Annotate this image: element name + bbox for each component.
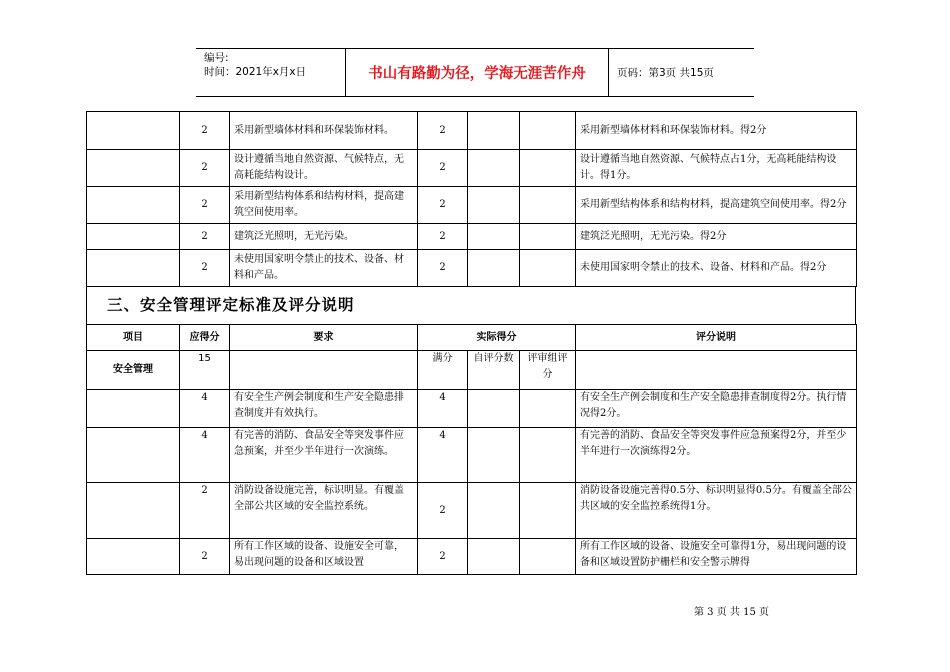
requirement-cell: 采用新型墙体材料和环保装饰材料。 xyxy=(230,112,418,150)
header-score: 应得分 xyxy=(180,325,230,351)
time-label: 时间：2021年x月x日 xyxy=(204,66,307,78)
requirement-cell: 所有工作区域的设备、设施安全可靠，易出现问题的设备和区域设置 xyxy=(230,539,418,575)
note-cell: 有安全生产例会制度和生产安全隐患排查制度得2分。执行情况得2分。 xyxy=(576,390,857,428)
note-cell: 采用新型结构体系和结构材料，提高建筑空间使用率。得2分 xyxy=(576,187,857,224)
note-cell: 设计遵循当地自然资源、气候特点占1分，无高耗能结构设计。得1分。 xyxy=(576,150,857,187)
table-row xyxy=(87,539,857,575)
requirement-cell: 采用新型结构体系和结构材料，提高建筑空间使用率。 xyxy=(230,187,418,224)
header-note: 评分说明 xyxy=(576,325,857,351)
category-row xyxy=(87,351,857,390)
table-row xyxy=(87,250,857,287)
header-full: 满分 xyxy=(418,351,468,390)
table-row xyxy=(87,112,857,150)
table-row xyxy=(87,428,857,483)
header-actual-score: 实际得分 xyxy=(418,325,576,351)
table-row xyxy=(87,483,857,539)
category-name: 安全管理 xyxy=(87,351,180,390)
category-score: 15 xyxy=(180,351,230,390)
score-cell: 2 xyxy=(180,150,230,187)
page-footer: 第 3 页 共 15 页 xyxy=(694,607,769,618)
full-score-cell: 2 xyxy=(418,187,468,224)
note-cell: 建筑泛光照明，无光污染。得2分 xyxy=(576,224,857,250)
number-label: 编号: xyxy=(204,52,229,64)
section-title: 三、安全管理评定标准及评分说明 xyxy=(86,286,856,324)
score-cell: 2 xyxy=(180,539,230,575)
table-row xyxy=(87,224,857,250)
full-score-cell: 2 xyxy=(418,250,468,287)
score-cell: 2 xyxy=(180,483,230,539)
table-row xyxy=(87,187,857,224)
safety-management-table xyxy=(86,324,857,575)
full-score-cell: 2 xyxy=(418,112,468,150)
header-info xyxy=(196,49,346,96)
requirement-cell: 消防设备设施完善，标识明显。有覆盖全部公共区域的安全监控系统。 xyxy=(230,483,418,539)
full-score-cell: 4 xyxy=(418,390,468,428)
score-cell: 4 xyxy=(180,428,230,483)
full-score-cell: 2 xyxy=(418,224,468,250)
requirement-cell: 有安全生产例会制度和生产安全隐患排查制度并有效执行。 xyxy=(230,390,418,428)
requirement-cell: 设计遵循当地自然资源、气候特点，无高耗能结构设计。 xyxy=(230,150,418,187)
page-header xyxy=(196,48,754,97)
score-cell: 2 xyxy=(180,224,230,250)
header-motto: 书山有路勤为径，学海无涯苦作舟 xyxy=(346,49,609,96)
note-cell: 有完善的消防、食品安全等突发事件应急预案得2分，并至少半年进行一次演练得2分。 xyxy=(576,428,857,483)
full-score-cell: 2 xyxy=(418,539,468,575)
table-row xyxy=(87,390,857,428)
score-cell: 2 xyxy=(180,187,230,224)
header-item: 项目 xyxy=(87,325,180,351)
requirement-cell: 建筑泛光照明，无光污染。 xyxy=(230,224,418,250)
full-score-cell: 4 xyxy=(418,428,468,483)
table-row xyxy=(87,150,857,187)
full-score-cell: 2 xyxy=(418,483,468,539)
note-cell: 所有工作区域的设备、设施安全可靠得1分，易出现问题的设备和区域设置防护栅栏和安全警示牌得 xyxy=(576,539,857,575)
criteria-table-continued xyxy=(86,111,857,287)
note-cell: 消防设备设施完善得0.5分、标识明显得0.5分。有覆盖全部公共区域的安全监控系统得1分。 xyxy=(576,483,857,539)
note-cell: 未使用国家明令禁止的技术、设备、材料和产品。得2分 xyxy=(576,250,857,287)
requirement-cell: 有完善的消防、食品安全等突发事件应急预案，并至少半年进行一次演练。 xyxy=(230,428,418,483)
header-page-label: 页码：第3页 共15页 xyxy=(617,67,714,79)
score-cell: 2 xyxy=(180,250,230,287)
note-cell: 采用新型墙体材料和环保装饰材料。得2分 xyxy=(576,112,857,150)
header-requirement: 要求 xyxy=(230,325,418,351)
full-score-cell: 2 xyxy=(418,150,468,187)
header-review: 评审组评分 xyxy=(520,351,576,390)
requirement-cell: 未使用国家明令禁止的技术、设备、材料和产品。 xyxy=(230,250,418,287)
score-cell: 4 xyxy=(180,390,230,428)
table-header-row xyxy=(87,325,857,351)
header-self: 自评分数 xyxy=(468,351,520,390)
score-cell: 2 xyxy=(180,112,230,150)
